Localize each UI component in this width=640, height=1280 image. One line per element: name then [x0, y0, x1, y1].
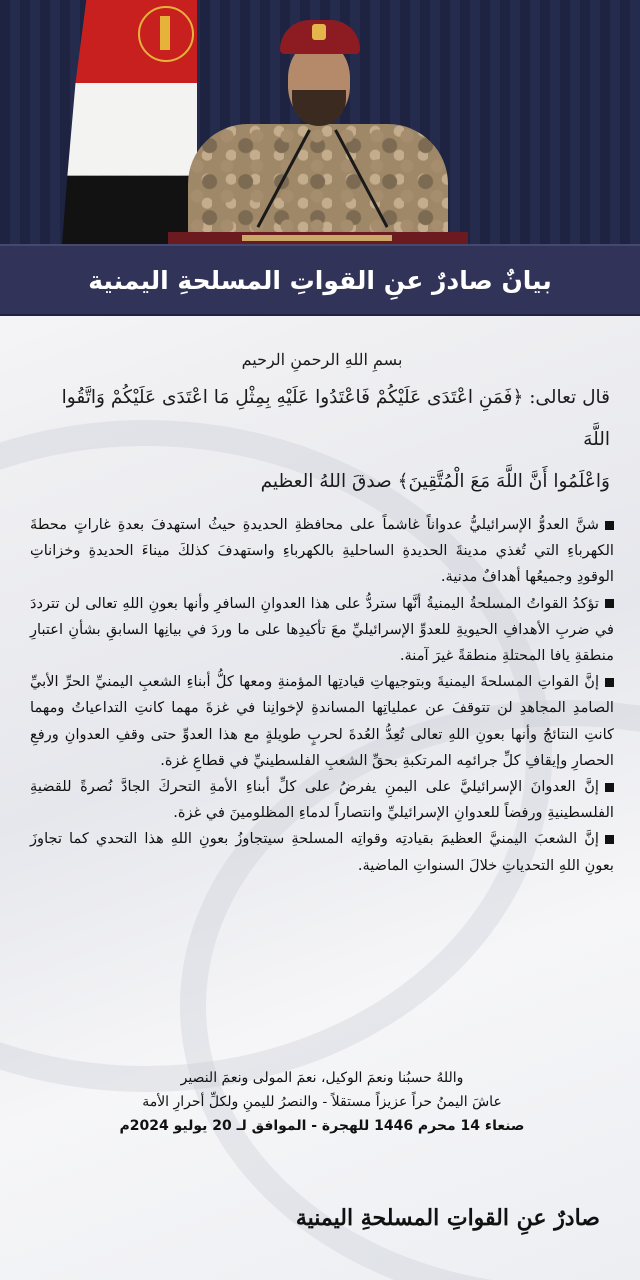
closing-line-1: واللهُ حسبُنا ونعمَ الوكيل، نعمَ المولى ونعمَ النصير — [180, 1070, 464, 1086]
statement-point: تؤكدُ القواتُ المسلحةُ اليمنيةُ أنَّها ستردُّ على هذا العدوانِ السافرِ وأنها بعونِ اللهِ تعالى لن تترددَ في ضربِ الأهدافِ الحيويةِ للعدوِّ الإسرائيليِّ معَ تأكيدِها على ما وردَ في بيانِها السابقِ بشأنِ اعتبارِ منطقةِ يافا المحتلةِ منطقةً غيرَ آمنة. — [30, 594, 614, 665]
statement-point: إنَّ الشعبَ اليمنيَّ العظيمَ بقيادتِه وقواتِه المسلحةِ سيتجاوزُ بعونِ اللهِ هذا التحدي كما تجاوزَ بعونِ اللهِ التحدياتِ خلالَ السنواتِ الماضية. — [30, 830, 614, 874]
bullet-square-icon — [605, 521, 614, 530]
closing-section — [30, 1066, 614, 1138]
verse-line-2: وَاعْلَمُوا أَنَّ اللَّهَ مَعَ الْمُتَّقِينَ﴾ صدقَ اللهُ العظيم — [260, 471, 610, 492]
basmala: بسمِ اللهِ الرحمنِ الرحيم — [241, 350, 403, 369]
verse-line-1: قال تعالى: ﴿فَمَنِ اعْتَدَى عَلَيْكُمْ فَاعْتَدُوا عَلَيْهِ بِمِثْلِ مَا اعْتَدَى عَلَيْكُمْ وَاتَّقُوا اللَّهَ — [61, 387, 610, 450]
statement-title: بيانٌ صادرٌ عنِ القواتِ المسلحةِ اليمنية — [88, 265, 552, 295]
military-emblem-icon — [138, 6, 194, 62]
statement-point: إنَّ القواتِ المسلحةَ اليمنيةَ وبتوجيهاتِ قيادتِها المؤمنةِ ومعها كلُّ أبناءِ الشعبِ اليمنيِّ الحرِّ الأبيِّ الصامدِ المجاهدِ لن تتوقفَ عن عملياتِها المساندةِ لإخوانِنا في غزةَ مهما كانتِ التداعياتُ ومهما كانتِ النتائجُ وأنها بعونِ اللهِ تعالى تُعِدُّ العُدةَ لحربٍ طويلةٍ مع هذا العدوِّ حتى وقفِ العدوانِ ورفعِ الحصارِ وإيقافِ كلِّ جرائمِه المرتكبةِ بحقِّ الشعبِ الفلسطينيِّ في قطاعِ غزة. — [30, 673, 614, 769]
podium-nameplate — [242, 235, 392, 241]
spokesman-figure — [188, 14, 448, 244]
statement-point: شنَّ العدوُّ الإسرائيليُّ عدواناً غاشماً على محافظةِ الحديدةِ حيثُ استهدفَ بعدةِ غاراتٍ محطةَ الكهرباءِ التي تُغذي مدينةَ الحديدةِ الساحليةِ بالكهرباءِ واستهدفَ كذلكَ ميناءَ الحديدةِ وخزاناتِ الوقودِ وجميعُها أهدافٌ مدنية. — [30, 516, 614, 586]
bullet-square-icon — [605, 678, 614, 687]
title-banner — [0, 244, 640, 316]
header-verse — [34, 340, 610, 503]
statement-point: إنَّ العدوانَ الإسرائيليَّ على اليمنِ يفرضُ على كلِّ أبناءِ الأمةِ التحركَ الجادَّ نُصرةً للقضيةِ الفلسطينيةِ ورفضاً للعدوانِ الإسرائيليِّ وانتصاراً لدماءِ المظلومينَ في غزة. — [30, 778, 614, 822]
statement-date: صنعاء 14 محرم 1446 للهجرة - الموافق لـ 20 يوليو 2024م — [119, 1118, 525, 1134]
closing-line-2: عاشَ اليمنُ حراً عزيزاً مستقلاً - والنصرُ لليمنِ ولكلِّ أحرارِ الأمة — [142, 1094, 502, 1110]
speaker-photo — [0, 0, 640, 244]
statement-points — [30, 512, 614, 879]
issuer-signature: صادرٌ عنِ القواتِ المسلحةِ اليمنية — [295, 1205, 600, 1231]
bullet-square-icon — [605, 599, 614, 608]
bullet-square-icon — [605, 783, 614, 792]
bullet-square-icon — [605, 835, 614, 844]
